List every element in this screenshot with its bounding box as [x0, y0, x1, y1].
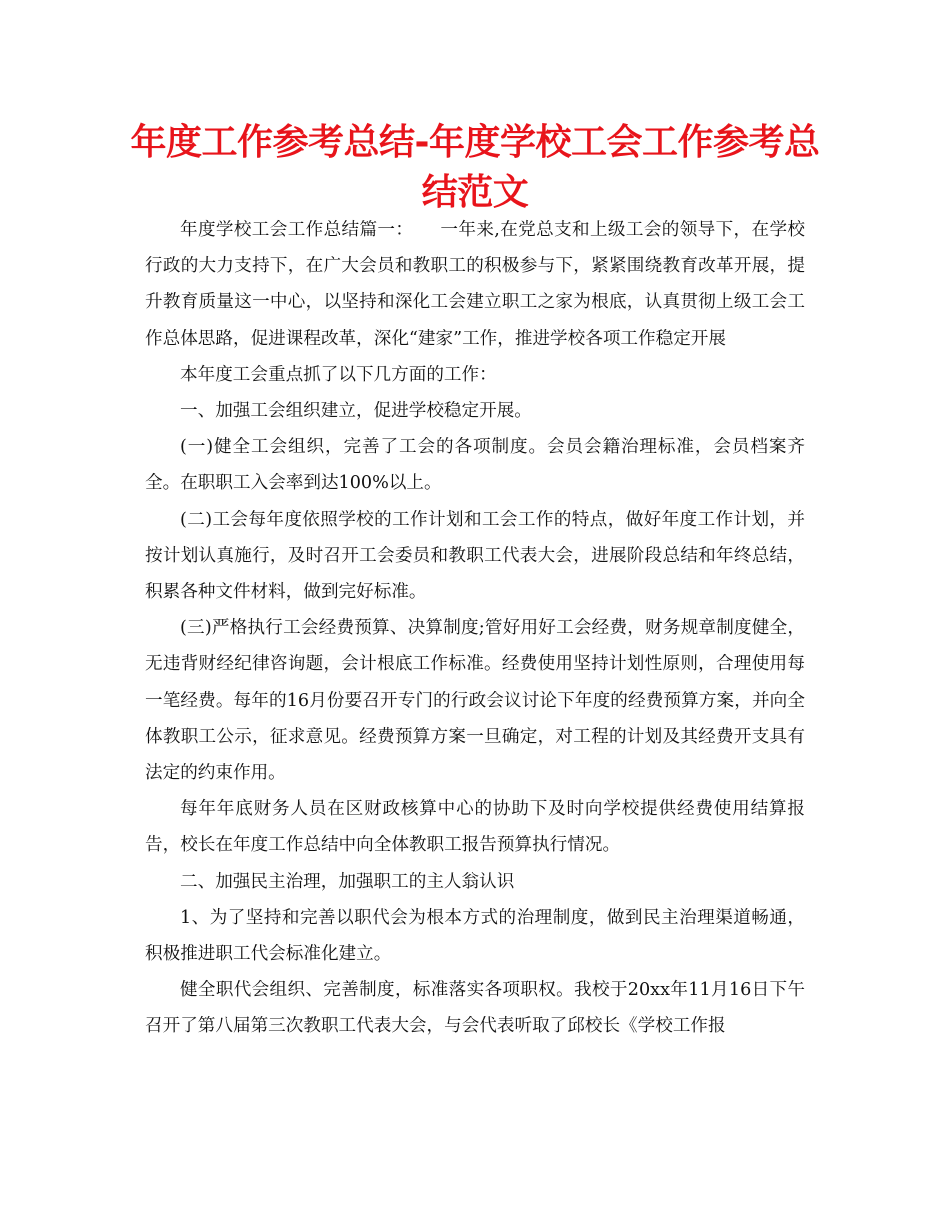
document-title: 年度工作参考总结-年度学校工会工作参考总结范文 — [130, 122, 820, 213]
paragraph: 健全职代会组织、完善制度，标准落实各项职权。我校于20xx年11月16日下午召开了第八届第三次教职工代表大会，与会代表听取了邱校长《学校工作报 — [145, 980, 805, 1037]
section-heading: 二、加强民主治理，加强职工的主人翁认识 — [180, 871, 515, 892]
paragraph: 本年度工会重点抓了以下几方面的工作： — [180, 364, 497, 385]
section-heading: 一、加强工会组织建立，促进学校稳定开展。 — [180, 401, 532, 422]
paragraph: (二)工会每年度依照学校的工作计划和工会工作的特点，做好年度工作计划，并按计划认真施行，及时召开工会委员和教职工代表大会，进展阶段总结和年终总结，积累各种文件材料，做到完好标准。 — [145, 509, 805, 603]
paragraph: 每年年底财务人员在区财政核算中心的协助下及时向学校提供经费使用结算报告，校长在年度工作总结中向全体教职工报告预算执行情况。 — [145, 799, 805, 856]
document-body — [145, 212, 805, 1045]
paragraph: 1、为了坚持和完善以职代会为根本方式的治理制度，做到民主治理渠道畅通，积极推进职工代会标准化建立。 — [145, 907, 805, 965]
paragraph: 年度学校工会工作总结篇一： 一年来,在党总支和上级工会的领导下，在学校行政的大力支持下，在广大会员和教职工的积极参与下，紧紧围绕教育改革开展，提升教育质量这一中心，以坚持和深化工会建立职工之家为根底，认真贯彻上级工会工作总体思路，促进课程改革，深化“建家”工作，推进学校各项工作稳定开展 — [145, 220, 805, 349]
paragraph: (三)严格执行工会经费预算、决算制度;管好用好工会经费，财务规章制度健全，无违背财经纪律咨询题，会计根底工作标准。经费使用坚持计划性原则，合理使用每一笔经费。每年的16月份要召开专门的行政会议讨论下年度的经费预算方案，并向全体教职工公示，征求意见。经费预算方案一旦确定，对工程的计划及其经费开支具有法定的约束作用。 — [145, 618, 805, 784]
paragraph: (一)健全工会组织，完善了工会的各项制度。会员会籍治理标准，会员档案齐全。在职职工入会率到达100%以上。 — [145, 437, 805, 494]
